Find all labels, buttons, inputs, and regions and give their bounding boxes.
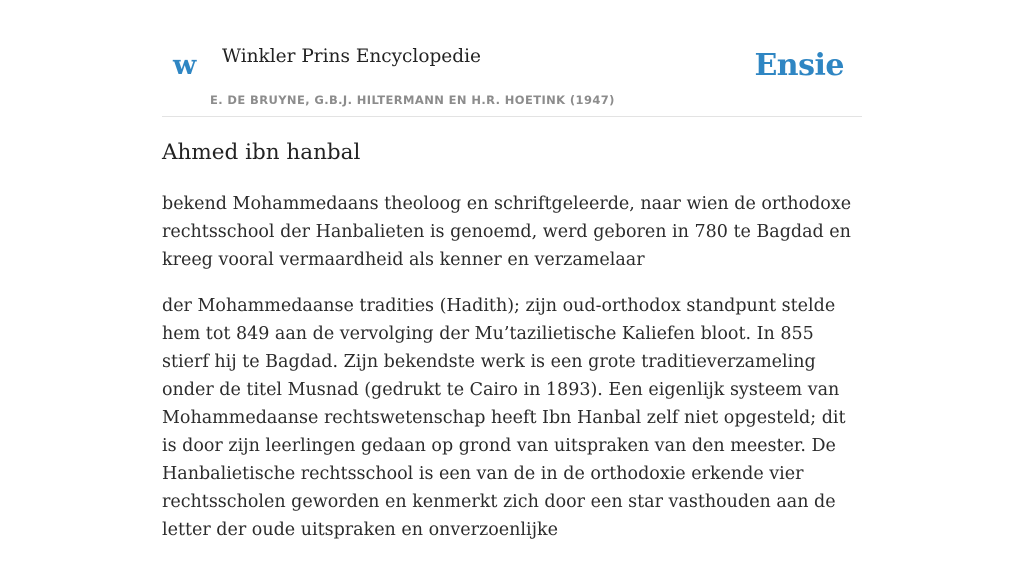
- source-logo-icon[interactable]: w: [173, 50, 197, 81]
- header: [162, 0, 862, 117]
- brand-logo[interactable]: Ensie: [754, 48, 844, 83]
- article-paragraph: der Mohammedaanse tradities (Hadith); zijn oud-orthodox standpunt stelde hem tot 849 aan de vervolging der Mu’tazilietische Kaliefen bloot. In 855 stierf hij te Bagdad. Zijn bekendste werk is een grote traditieverzameling onder de titel Musnad (gedrukt te Cairo in 1893). Een eigenlijk systeem van Mohammedaanse rechtswetenschap heeft Ibn Hanbal zelf niet opgesteld; dit is door zijn leerlingen gedaan op grond van uitspraken van den meester. De Hanbalietische rechtsschool is een van de in de orthodoxie erkende vier rechtsscholen geworden en kenmerkt zich door een star vasthouden aan de letter der oude uitspraken en onverzoenlijke: [162, 296, 846, 541]
- article-paragraph: bekend Mohammedaans theoloog en schriftgeleerde, naar wien de orthodoxe rechtsschool der Hanbalieten is genoemd, werd geboren in 780 te Bagdad en kreeg vooral vermaardheid als kenner en verzamelaar: [162, 194, 852, 271]
- article-content: [162, 138, 862, 562]
- article-title: Ahmed ibn hanbal: [162, 140, 361, 165]
- source-authors: E. DE BRUYNE, G.B.J. HILTERMANN EN H.R. HOETINK (1947): [210, 93, 615, 107]
- source-title[interactable]: Winkler Prins Encyclopedie: [222, 46, 481, 67]
